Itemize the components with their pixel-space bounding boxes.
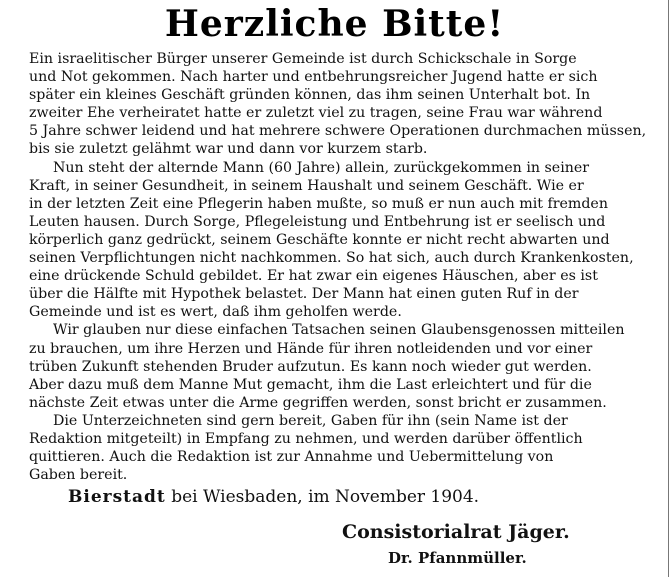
body-line: körperlich ganz gedrückt, seinem Geschäfte konnte er nicht recht abwarten und [29,231,610,248]
body-line: Wir glauben nur diese einfachen Tatsachen seinen Glaubensgenossen mitteilen [53,322,625,339]
signature-pfannmueller: Dr. Pfannmüller. [388,549,527,567]
body-line: Nun steht der alternde Mann (60 Jahre) allein, zurückgekommen in seiner [53,159,590,176]
body-line: bis sie zuletzt gelähmt war und dann vor kurzem starb. [29,141,428,158]
dateline-town: Bierstadt [68,487,166,507]
body-line: Ein israelitischer Bürger unserer Gemeinde ist durch Schickschale in Sorge [29,51,577,67]
body-line: nächste Zeit etwas unter die Arme gegriffen werden, sonst bricht er zusammen. [29,394,607,411]
body-line: zu brauchen, um ihre Herzen und Hände für ihren notleidenden und vor einer [29,340,593,357]
appeal-body [29,50,661,484]
dateline [68,486,479,508]
body-line: Gaben bereit. [29,467,128,484]
body-line: Kraft, in seiner Gesundheit, in seinem Haushalt und seinem Geschäft. Wie er [29,177,584,194]
body-line: quittieren. Auch die Redaktion ist zur Annahme und Uebermittelung von [29,449,554,466]
body-line: Gemeinde und ist es wert, daß ihm geholfen werde. [29,304,402,321]
body-line: Aber dazu muß dem Manne Mut gemacht, ihm die Last erleichtert und für die [29,376,592,393]
body-line: Die Unterzeichneten sind gern bereit, Gaben für ihn (sein Name ist der [53,412,568,429]
dateline-rest: bei Wiesbaden, im November 1904. [171,487,480,507]
body-line: Redaktion mitgeteilt) in Empfang zu nehmen, und werden darüber öffentlich [29,430,583,447]
body-line: zweiter Ehe verheiratet hatte er zuletzt viel zu tragen, seine Frau war während [29,105,603,122]
body-line: später ein kleines Geschäft gründen können, das ihm seinen Unterhalt bot. In [29,87,591,104]
body-line: 5 Jahre schwer leidend und hat mehrere schwere Operationen durchmachen müssen, [29,123,647,140]
body-line: und Not gekommen. Nach harter und entbehrungsreicher Jugend hatte er sich [29,69,598,86]
body-line: eine drückende Schuld gebildet. Er hat zwar ein eigenes Häuschen, aber es ist [29,268,598,285]
body-line: über die Hälfte mit Hypothek belastet. Der Mann hat einen guten Ruf in der [29,286,579,303]
headline: Herzliche Bitte! [164,3,505,45]
body-line: in der letzten Zeit eine Pflegerin haben mußte, so muß er nun auch mit fremden [29,195,608,212]
body-line: trüben Zukunft stehenden Bruder aufzutun. Es kann noch wieder gut werden. [29,358,592,375]
body-line: seinen Verpflichtungen nicht nachkommen. So hat sich, auch durch Krankenkosten, [29,250,634,267]
signature-consistorialrat: Consistorialrat Jäger. [342,521,570,543]
body-line: Leuten hausen. Durch Sorge, Pflegeleistung und Entbehrung ist er seelisch und [29,213,606,230]
